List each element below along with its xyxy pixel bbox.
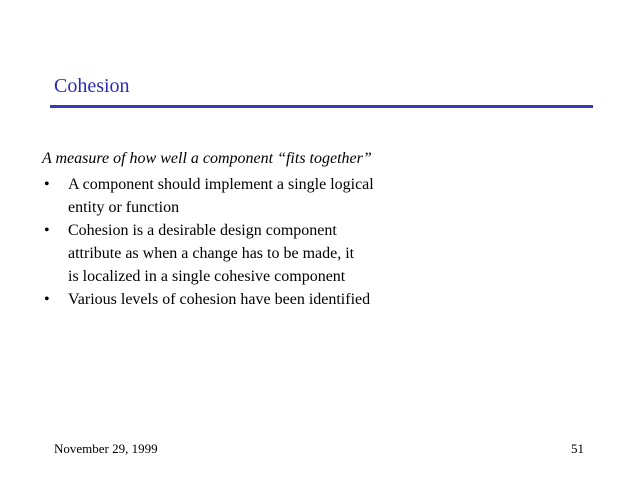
title-underline-rule: [50, 105, 593, 108]
bullet-line: Various levels of cohesion have been identified: [68, 291, 371, 308]
slide-title: Cohesion: [54, 75, 130, 97]
bullet-item: [42, 219, 462, 288]
bullet-dot-icon: •: [44, 176, 50, 193]
bullet-line: Cohesion is a desirable design component: [68, 222, 337, 239]
intro-statement: A measure of how well a component “fits together”: [42, 150, 372, 167]
bullet-item: [42, 173, 462, 219]
footer-date: November 29, 1999: [54, 441, 158, 456]
bullet-dot-icon: •: [44, 222, 50, 239]
bullet-line: attribute as when a change has to be made, it: [68, 245, 355, 262]
bullet-line: A component should implement a single logical: [68, 176, 374, 193]
page-number: 51: [571, 441, 584, 456]
bullet-item: [42, 288, 462, 311]
bullet-list: [42, 173, 462, 311]
bullet-line: entity or function: [68, 199, 180, 216]
bullet-line: is localized in a single cohesive component: [68, 268, 346, 285]
bullet-dot-icon: •: [44, 291, 50, 308]
